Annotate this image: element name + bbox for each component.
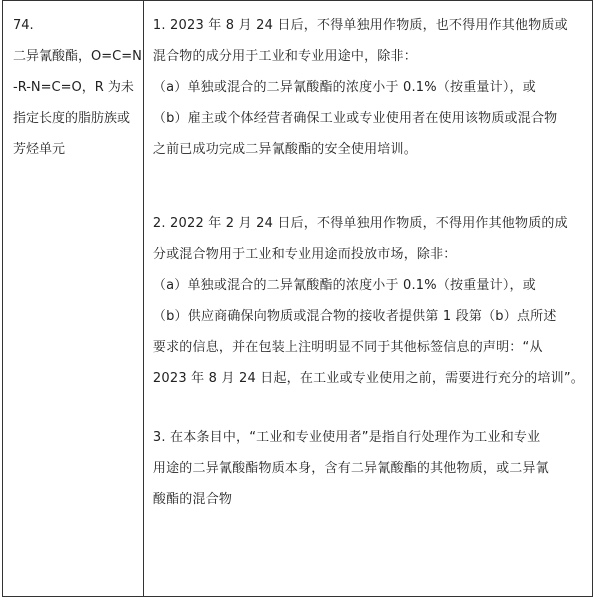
condition-line: 2. 2022 年 2 月 24 日后，不得单独用作物质，不得用作其他物质的成 bbox=[152, 216, 568, 231]
condition-line: 分或混合物用于工业和专业用途而投放市场，除非： bbox=[152, 247, 457, 262]
substance-line: 指定长度的脂肪族或 bbox=[13, 111, 131, 126]
condition-line: （a）单独或混合的二异氰酸酯的浓度小于 0.1%（按重量计），或 bbox=[152, 80, 536, 95]
condition-line: （b）供应商确保向物质或混合物的接收者提供第 1 段第（b）点所述 bbox=[152, 309, 557, 324]
condition-section-2 bbox=[153, 208, 584, 394]
substance-line: 芳烃单元 bbox=[13, 142, 66, 157]
substance-column bbox=[3, 1, 144, 596]
condition-line: 用途的二异氰酸酯物质本身，含有二异氰酸酯的其他物质，或二异氰 bbox=[152, 461, 549, 476]
condition-line: 混合物的成分用于工业和专业用途中，除非： bbox=[152, 49, 417, 64]
condition-section-3 bbox=[153, 422, 584, 515]
substance-line: 二异氰酸酯，O=C=N bbox=[13, 49, 142, 64]
section-gap bbox=[153, 394, 584, 422]
section-gap bbox=[153, 165, 584, 208]
condition-line: （a）单独或混合的二异氰酸酯的浓度小于 0.1%（按重量计），或 bbox=[152, 278, 536, 293]
condition-line: 1. 2023 年 8 月 24 日后，不得单独用作物质，也不得用作其他物质或 bbox=[152, 18, 568, 33]
condition-line: 要求的信息，并在包装上注明明显不同于其他标签信息的声明：“从 bbox=[152, 340, 543, 355]
restriction-table bbox=[2, 0, 593, 597]
condition-line: 3. 在本条目中，“工业和专业使用者”是指自行处理作为工业和专业 bbox=[152, 430, 541, 445]
condition-line: 之前已成功完成二异氰酸酯的安全使用培训。 bbox=[152, 142, 417, 157]
condition-line: 酸酯的混合物 bbox=[152, 492, 233, 507]
entry-number: 74. bbox=[13, 18, 34, 33]
condition-line: （b）雇主或个体经营者确保工业或专业使用者在使用该物质或混合物 bbox=[152, 111, 558, 126]
condition-section-1 bbox=[153, 10, 584, 165]
conditions-column bbox=[144, 1, 592, 596]
substance-line: -R-N=C=O，R 为未 bbox=[13, 80, 134, 95]
condition-line: 2023 年 8 月 24 日起，在工业或专业使用之前，需要进行充分的培训”。 bbox=[152, 371, 584, 386]
